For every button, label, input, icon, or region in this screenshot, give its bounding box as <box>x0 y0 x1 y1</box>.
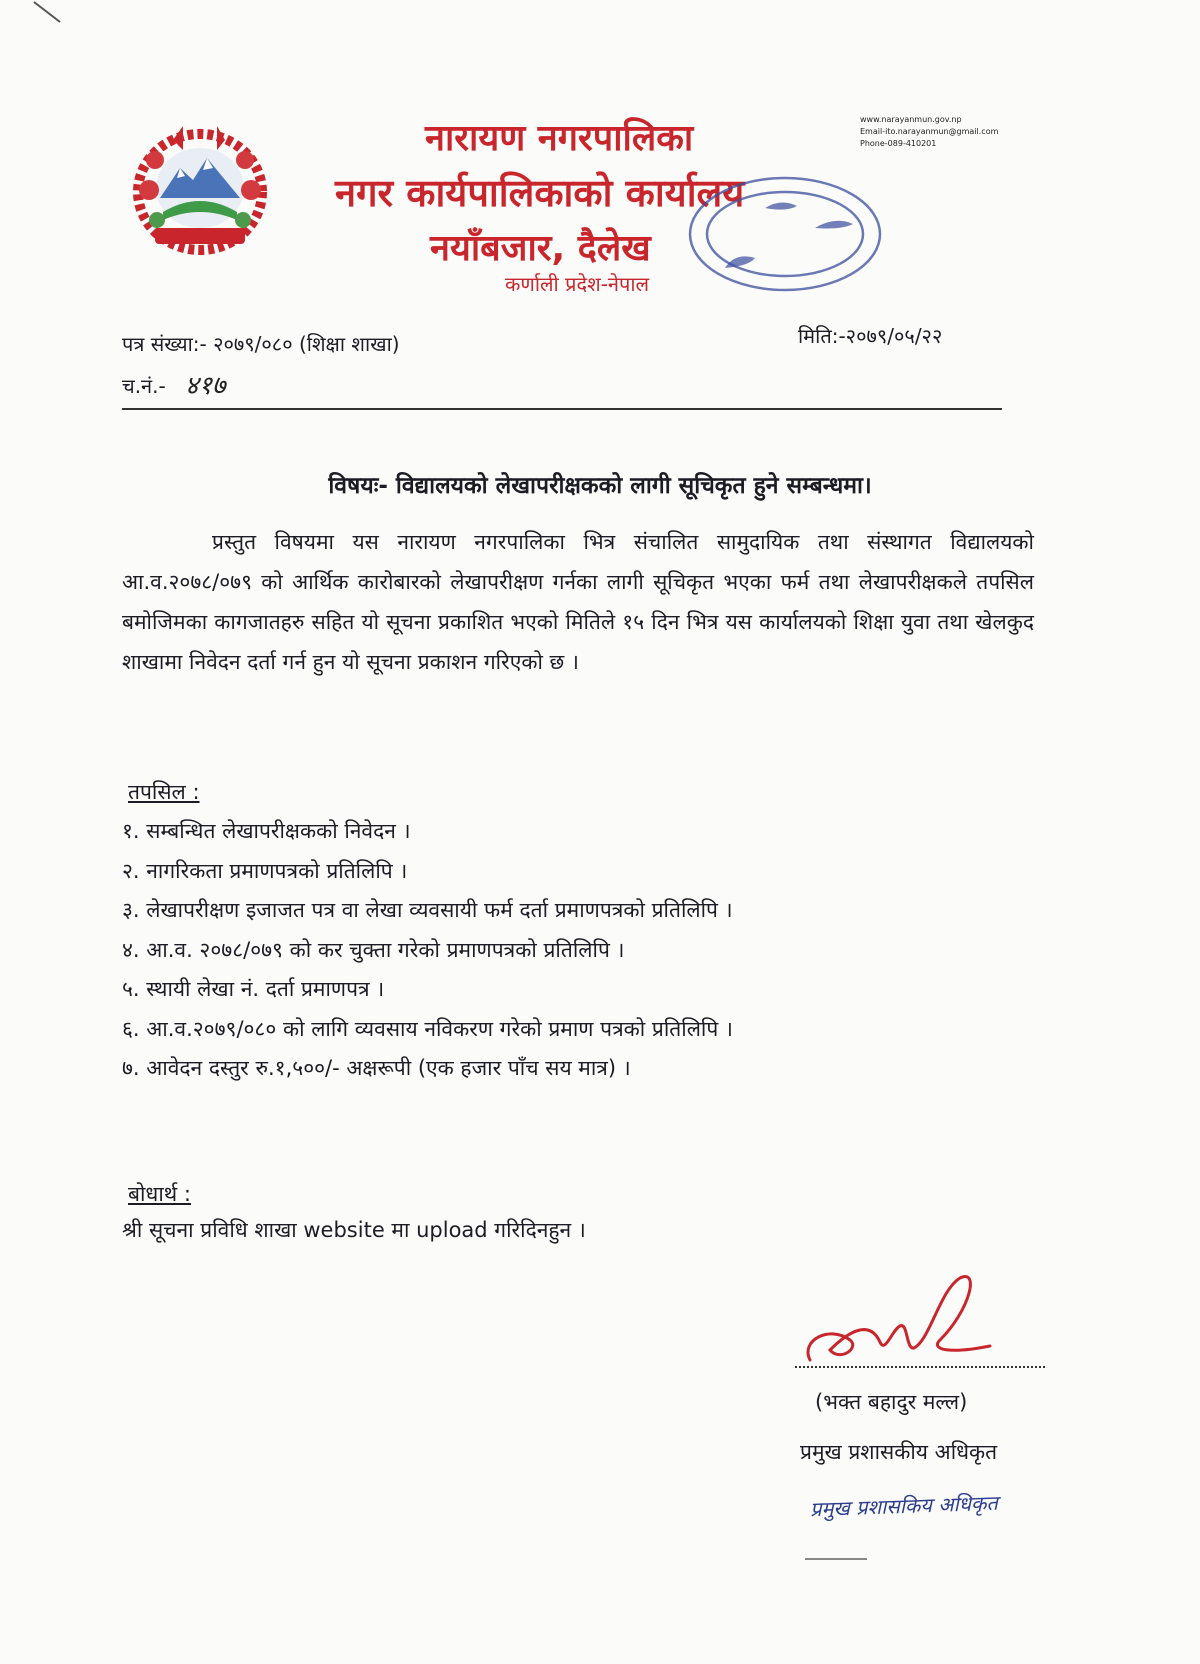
list-item: ७. आवेदन दस्तुर रु.१,५००/- अक्षरूपी (एक हजार पाँच सय मात्र) । <box>122 1056 631 1080</box>
header-divider <box>122 408 1002 410</box>
list-item: ६. आ.व.२०७९/०८० को लागि व्यवसाय नविकरण गरेको प्रमाण पत्रको प्रतिलिपि । <box>122 1016 733 1041</box>
handwritten-signature <box>780 1270 1010 1380</box>
header-office-name: नगर कार्यपालिकाको कार्यालय <box>335 171 745 215</box>
dispatch-number-label: च.नं.- <box>122 374 166 398</box>
dispatch-number-value: ४१७ <box>185 371 226 401</box>
contact-website: www.narayanmun.gov.np <box>860 115 962 124</box>
stamp-underline <box>805 1558 867 1560</box>
letter-subject: विषयः- विद्यालयको लेखापरीक्षकको लागी सूचिकृत हुने सम्बन्धमा। <box>328 473 872 499</box>
header-province: कर्णाली प्रदेश-नेपाल <box>505 272 650 296</box>
letter-body-paragraph: प्रस्तुत विषयमा यस नारायण नगरपालिका भित्र संचालित सामुदायिक तथा संस्थागत विद्यालयको आ.व.२०७८/०७९ को आर्थिक कारोबारको लेखापरीक्षण गर्नका लागी सूचिकृत भएका फर्म तथा लेखापरीक्षकले तपसिल बमोजिमका कागजातहरु सहित यो सूचना प्रकाशित भएको मितिले १५ दिन भित्र यस कार्यालयको शिक्षा युवा तथा खेलकुद शाखामा निवेदन दर्ता गर्न हुन यो सूचना प्रकाशन गरिएको छ । <box>122 530 1034 674</box>
details-list <box>122 812 733 1089</box>
contact-email: Email-ito.narayanmun@gmail.com <box>860 127 999 136</box>
contact-phone: Phone-089-410201 <box>860 139 937 148</box>
letter-number: पत्र संख्या:- २०७९/०८० (शिक्षा शाखा) <box>122 332 400 356</box>
cc-text: श्री सूचना प्रविधि शाखा website मा upload गरिदिनहुन । <box>122 1218 586 1242</box>
signatory-title: प्रमुख प्रशासकीय अधिकृत <box>800 1440 998 1464</box>
list-item: ४. आ.व. २०७८/०७९ को कर चुक्ता गरेको प्रमाणपत्रको प्रतिलिपि । <box>122 937 625 962</box>
list-item: २. नागरिकता प्रमाणपत्रको प्रतिलिपि । <box>122 858 408 883</box>
header-location: नयाँबजार, दैलेख <box>430 228 651 269</box>
details-heading: तपसिल : <box>128 780 200 804</box>
letter-date: मिति:-२०७९/०५/२२ <box>798 324 943 348</box>
header-municipality-name: नारायण नगरपालिका <box>425 118 694 159</box>
list-item: १. सम्बन्धित लेखापरीक्षकको निवेदन । <box>122 819 411 843</box>
corner-scratch-mark <box>30 0 70 26</box>
cc-heading: बोधार्थ : <box>128 1182 191 1206</box>
office-stamp-seal <box>665 168 905 308</box>
nepal-emblem-logo <box>125 120 275 260</box>
list-item: ५. स्थायी लेखा नं. दर्ता प्रमाणपत्र । <box>122 977 385 1001</box>
signatory-stamp-text: प्रमुख प्रशासकिय अधिकृत <box>809 1490 999 1522</box>
list-item: ३. लेखापरीक्षण इजाजत पत्र वा लेखा व्यवसायी फर्म दर्ता प्रमाणपत्रको प्रतिलिपि । <box>122 898 733 922</box>
signature-line <box>795 1366 1045 1368</box>
signatory-name: (भक्त बहादुर मल्ल) <box>815 1390 968 1414</box>
